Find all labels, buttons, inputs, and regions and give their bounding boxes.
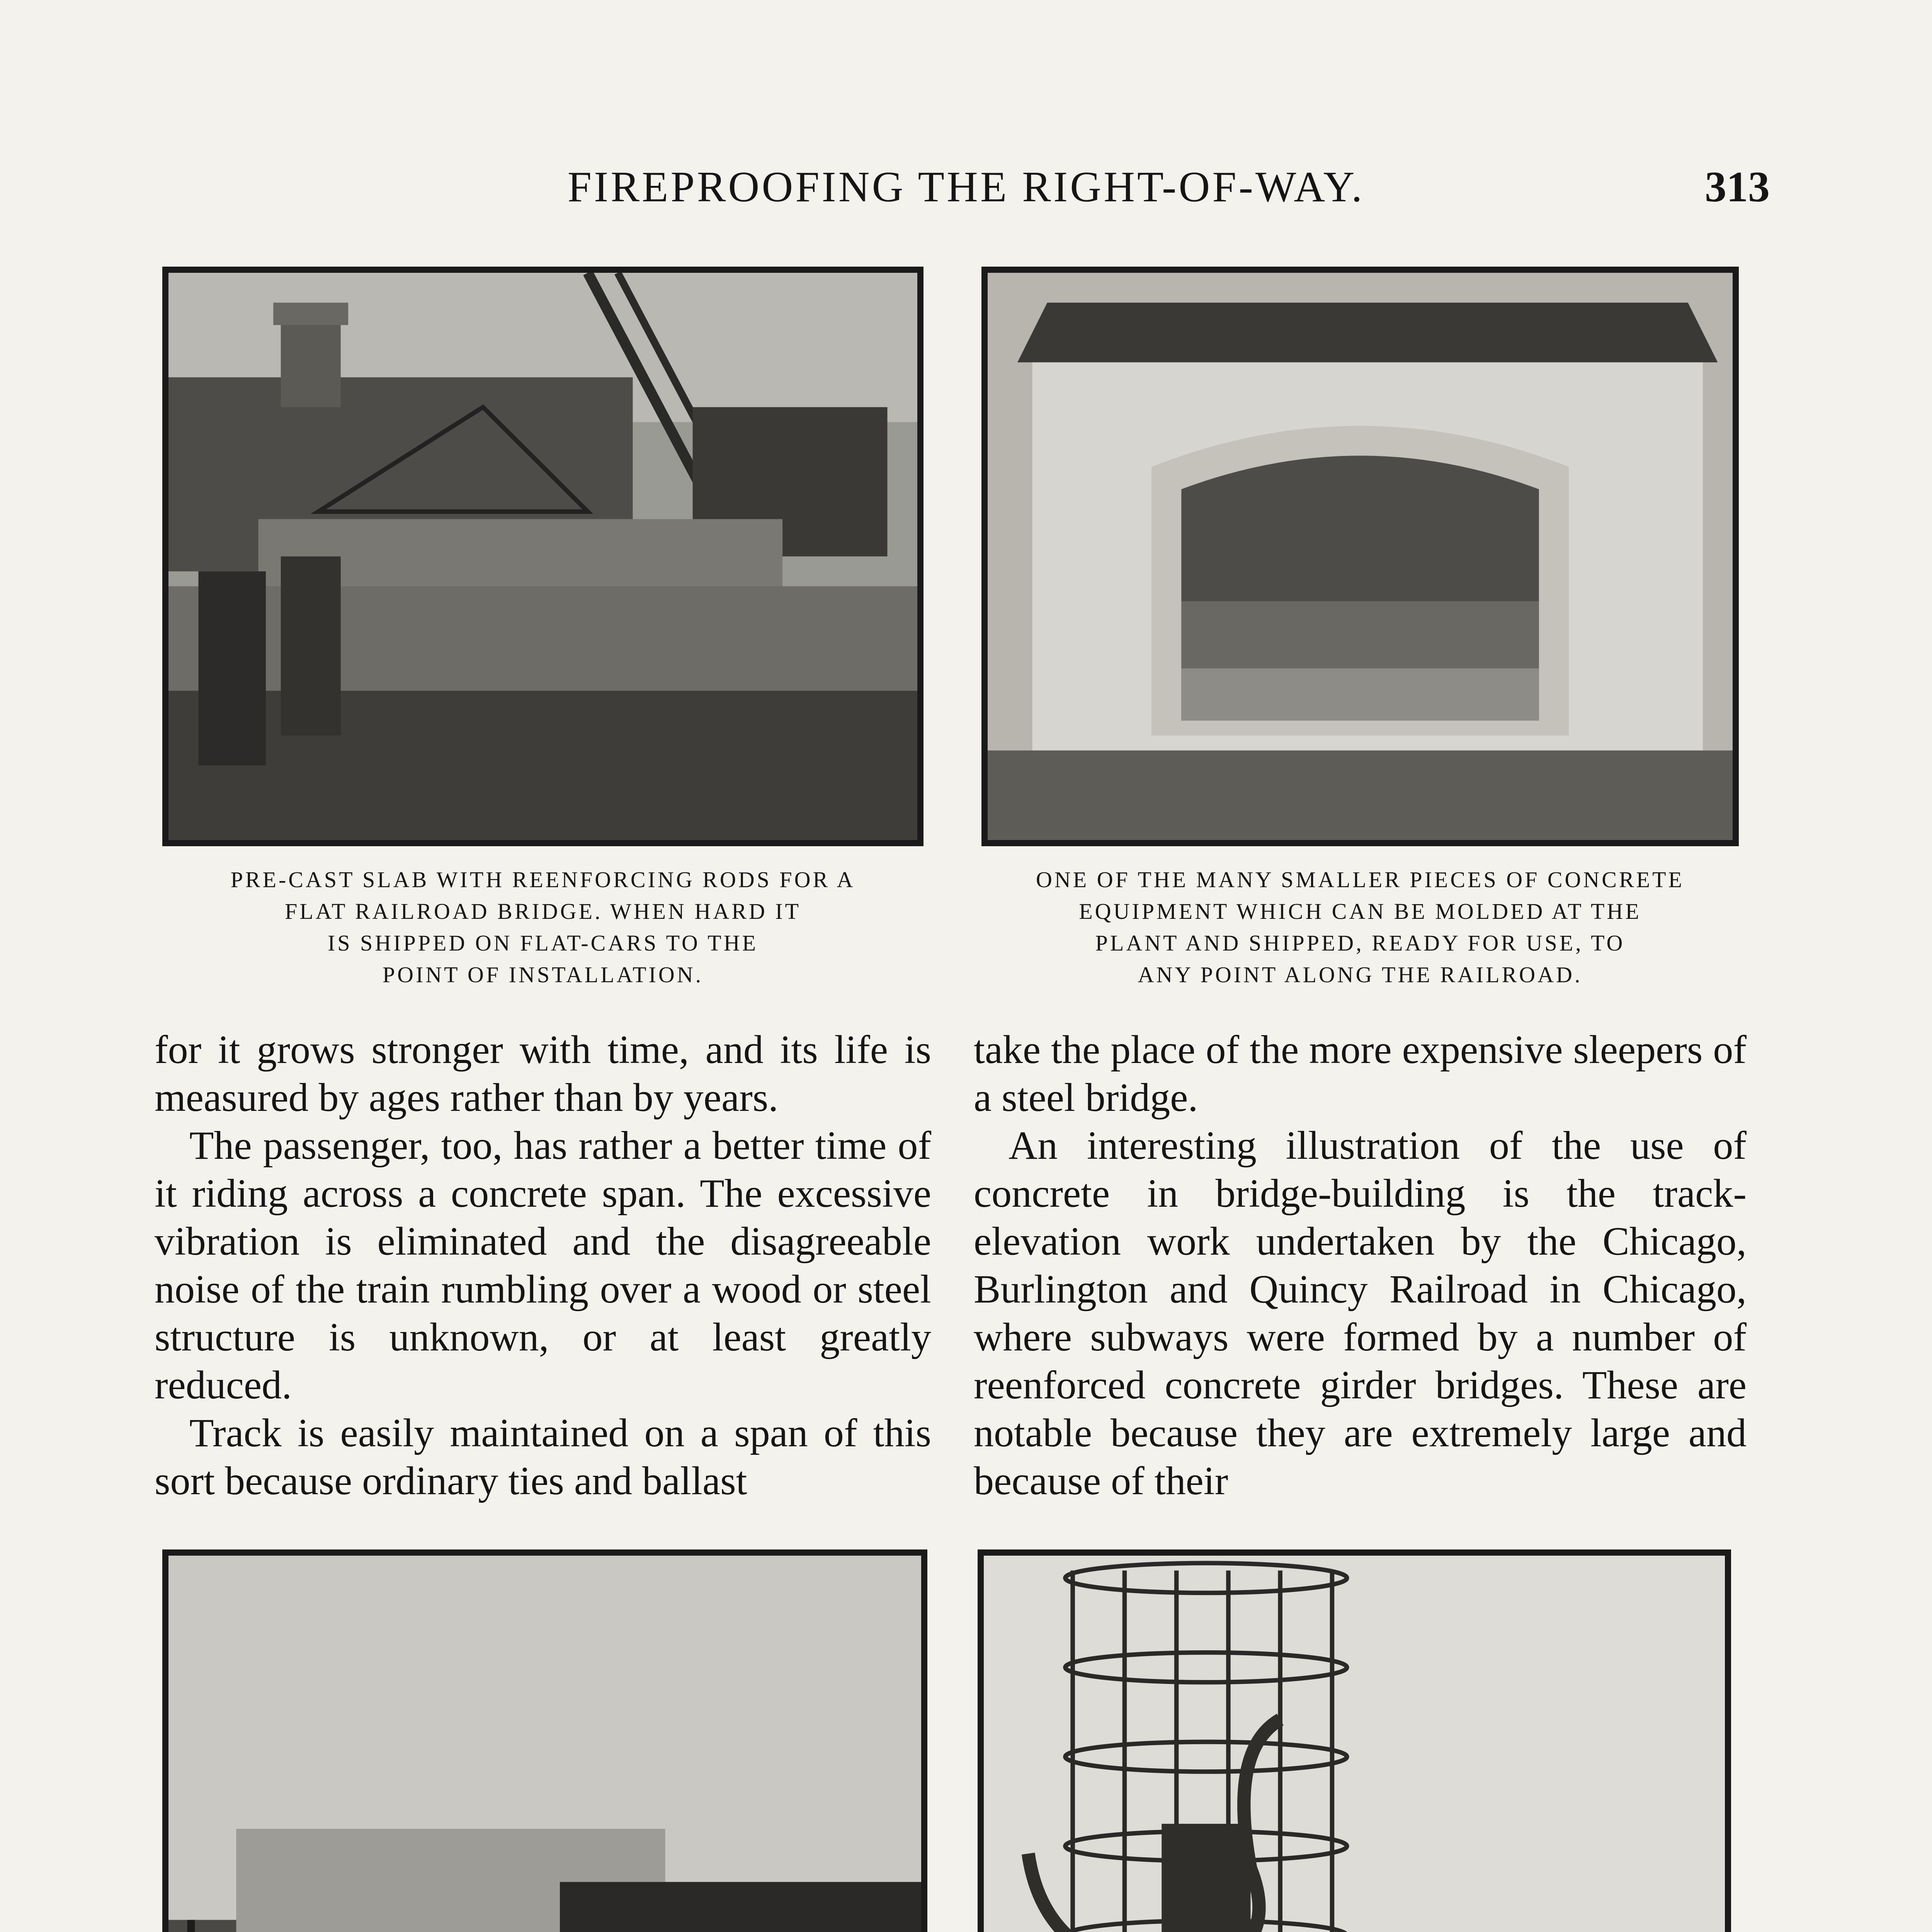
left-text-column: [155, 1026, 931, 1505]
right-text-column: [974, 1026, 1747, 1505]
caption-top-right: ONE OF THE MANY SMALLER PIECES OF CONCRETE EQUIPMENT WHICH CAN BE MOLDED AT THE PLANT AND SHIPPED, READY FOR USE, TO ANY POINT ALONG THE RAILROAD.: [1036, 867, 1684, 987]
photo-precast-slab: [162, 267, 923, 846]
photo-caisson: [978, 1549, 1731, 1932]
paragraph: Track is easily maintained on a span of this sort because ordinary ties and ballast: [155, 1411, 931, 1503]
paragraph: for it grows stronger with time, and its life is measured by ages rather than by years.: [155, 1027, 931, 1120]
running-header: FIREPROOFING THE RIGHT-OF-WAY.: [567, 163, 1365, 211]
caption-top-left: PRE-CAST SLAB WITH REENFORCING RODS FOR A FLAT RAILROAD BRIDGE. WHEN HARD IT IS SHIPPED ON FLAT-CARS TO THE POINT OF INSTALLATION.: [230, 867, 855, 987]
paragraph: The passenger, too, has rather a better time of it riding across a concrete span. The excessive vibration is eliminated and the disagreeable noise of the train rumbling over a wood or steel structure is unknown, or at least greatly reduced.: [155, 1123, 931, 1407]
paragraph: take the place of the more expensive sleepers of a steel bridge.: [974, 1027, 1747, 1120]
photo-concrete-equipment: [981, 267, 1739, 846]
page-number: 313: [1705, 163, 1770, 211]
photo-bridge-abutment: [162, 1549, 927, 1932]
paragraph: An interesting illustration of the use of concrete in bridge-building is the track-elevation work undertaken by the Chicago, Burlington and Quincy Railroad in Chicago, where subways were formed by a number of reenforced concrete girder bridges. These are notable because they are extremely large and because of their: [974, 1123, 1747, 1503]
